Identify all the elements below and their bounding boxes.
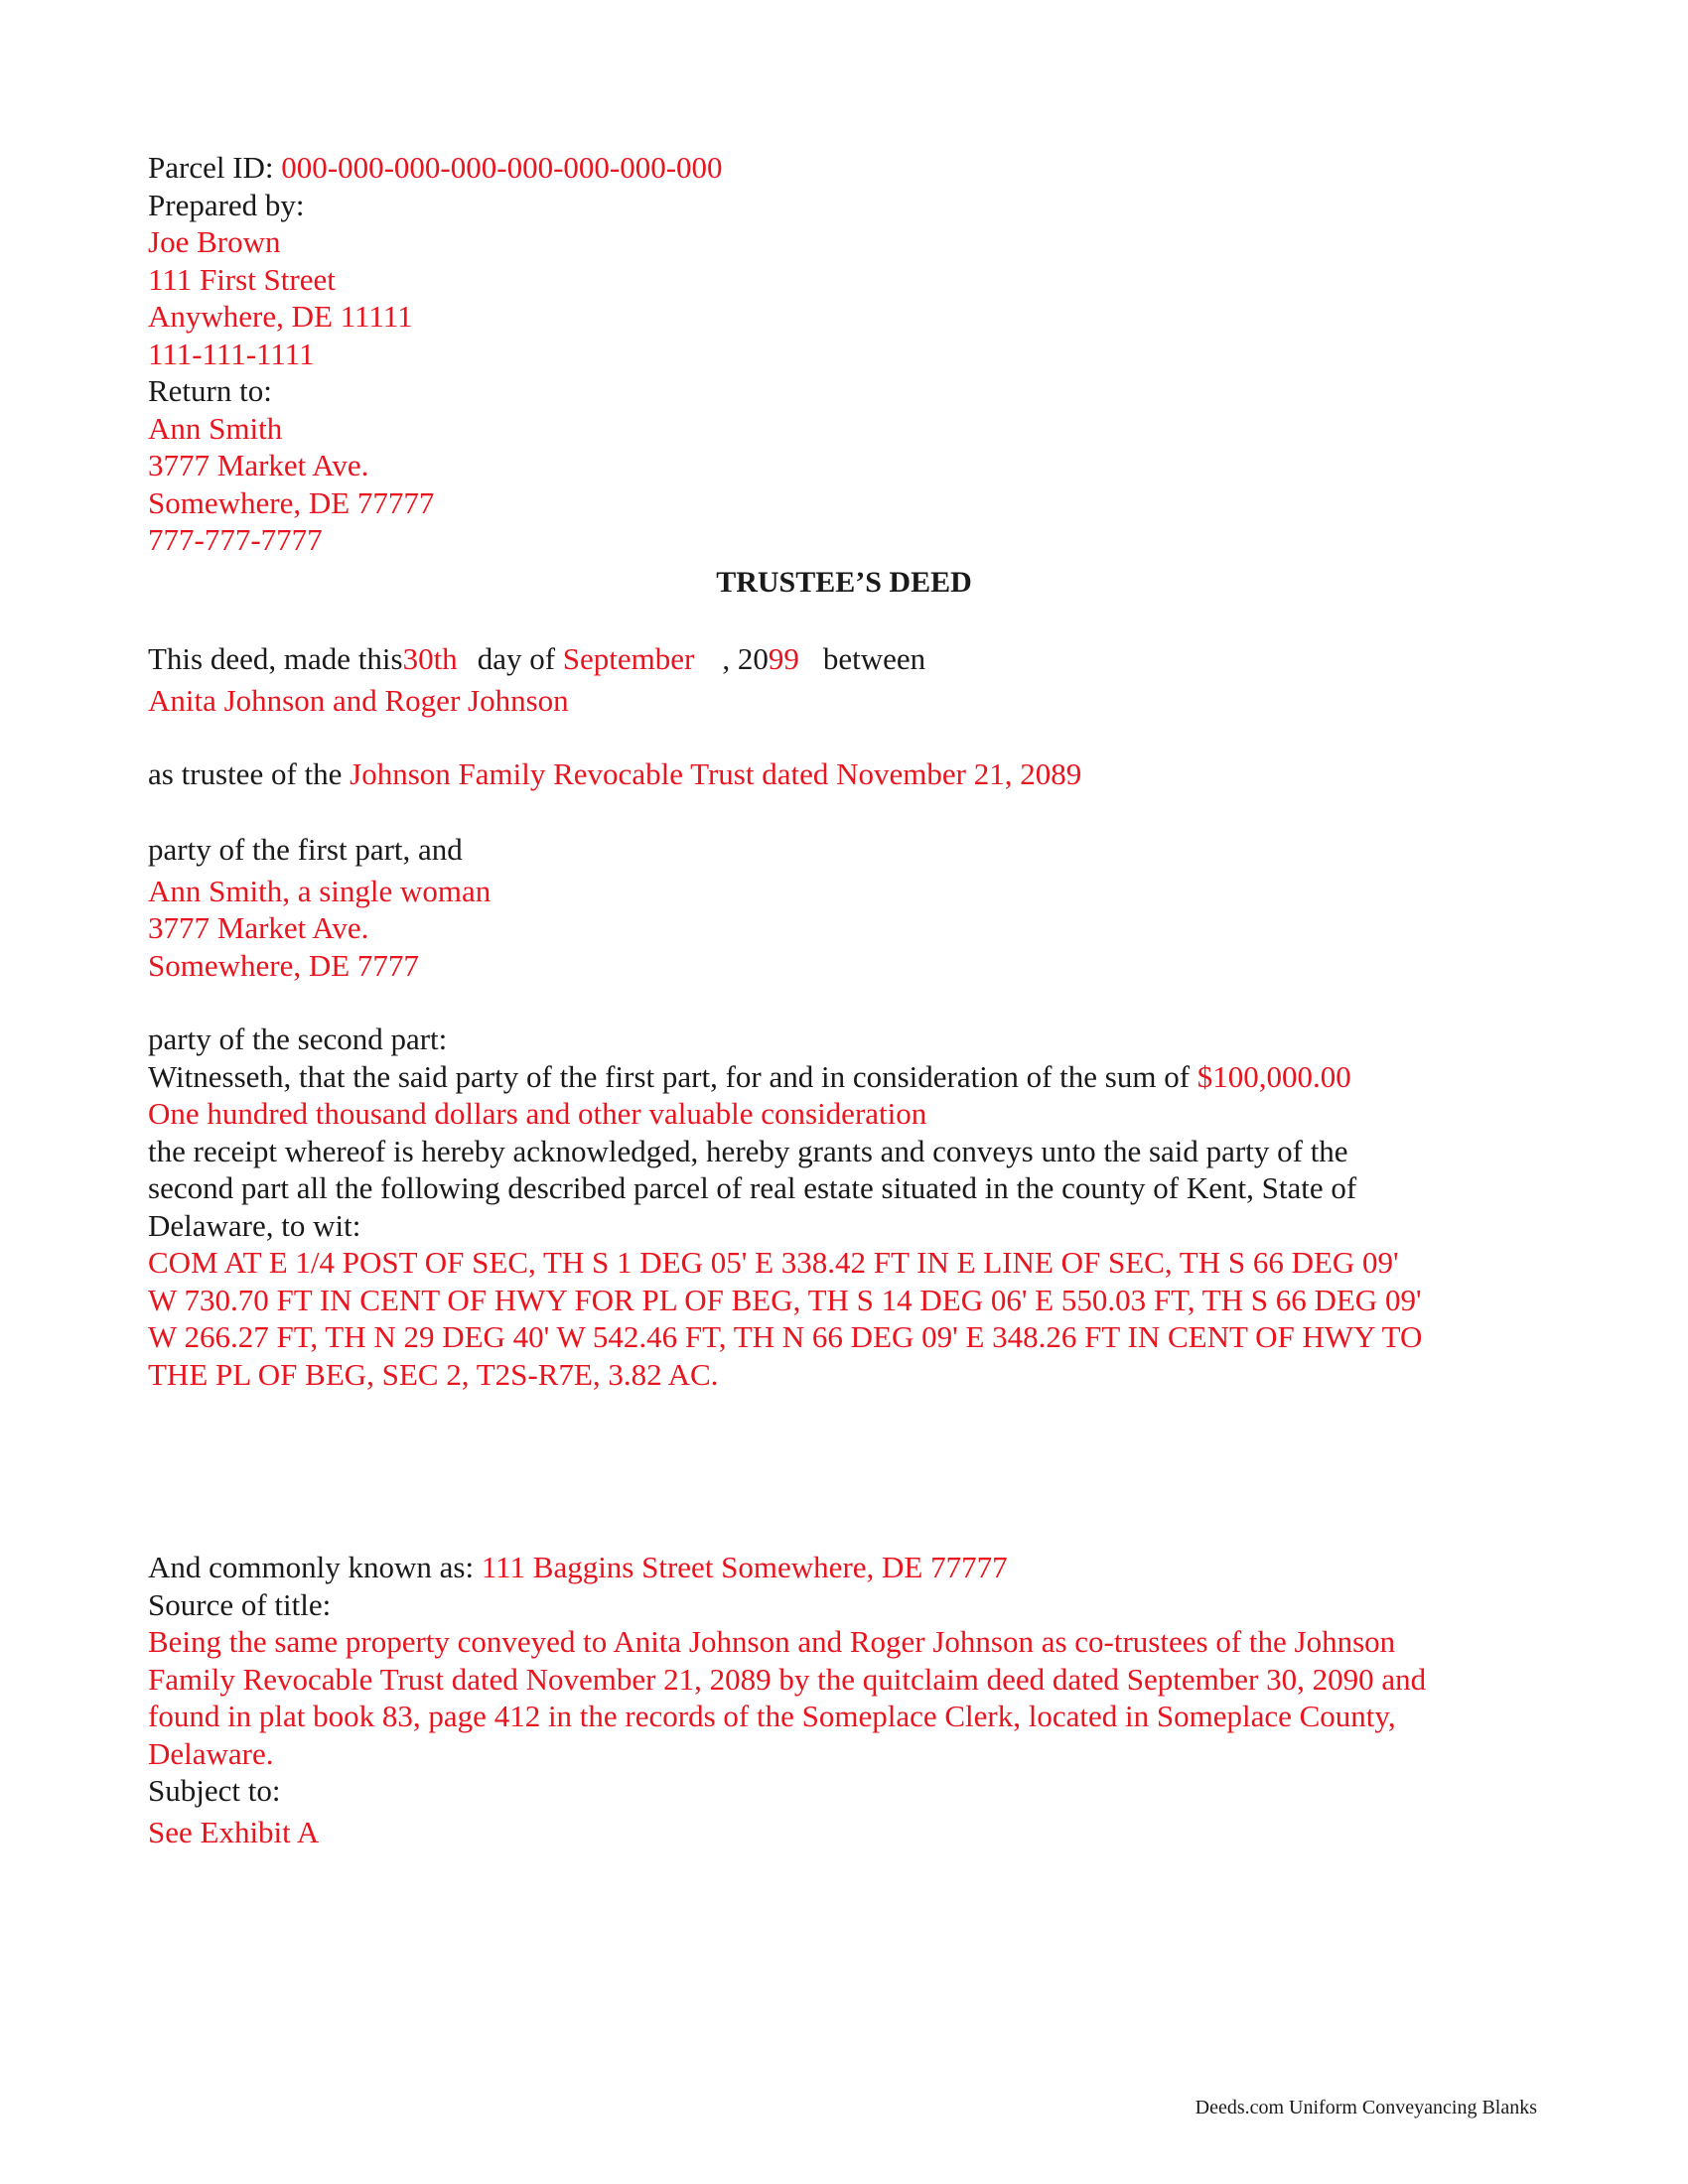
preparer-city: Anywhere, DE 11111 xyxy=(148,299,413,334)
trust-name: Johnson Family Revocable Trust dated November 21, 2089 xyxy=(350,756,1082,791)
between-label: between xyxy=(822,641,926,676)
legal-line: COM AT E 1/4 POST OF SEC, TH S 1 DEG 05' E 338.42 FT IN E LINE OF SEC, TH S 66 DEG 09' xyxy=(148,1245,1399,1280)
first-party-label: party of the first part, and xyxy=(148,832,463,867)
receipt-line: Delaware, to wit: xyxy=(148,1207,361,1243)
legal-description xyxy=(148,1244,1422,1393)
day-of-label: day of xyxy=(477,641,556,676)
prepared-label: Prepared by: xyxy=(148,187,305,222)
legal-line: W 730.70 FT IN CENT OF HWY FOR PL OF BEG, TH S 14 DEG 06' E 550.03 FT, TH S 66 DEG 09' xyxy=(148,1282,1422,1317)
known-label: And commonly known as: xyxy=(148,1550,475,1584)
deed-month: September xyxy=(562,641,695,676)
second-party-label: party of the second part: xyxy=(148,1022,448,1056)
return-label: Return to: xyxy=(148,373,272,408)
source-line: found in plat book 83, page 412 in the records of the Someplace Clerk, located in Someplace County, xyxy=(148,1699,1396,1733)
parcel-id: 000-000-000-000-000-000-000-000 xyxy=(281,150,723,185)
return-city: Somewhere, DE 77777 xyxy=(148,484,435,520)
preparer-phone: 111-111-1111 xyxy=(148,336,315,371)
amount: $100,000.00 xyxy=(1196,1058,1351,1094)
legal-line: W 266.27 FT, TH N 29 DEG 40' W 542.46 FT, TH N 66 DEG 09' E 348.26 FT IN CENT OF HWY TO xyxy=(148,1319,1423,1354)
grantee-street: 3777 Market Ave. xyxy=(148,910,369,945)
deed-day: 30th xyxy=(402,641,458,676)
source-line: Family Revocable Trust dated November 21, 2089 by the quitclaim deed dated September 30, 2090 and xyxy=(148,1661,1427,1697)
deed-title: TRUSTEE’S DEED xyxy=(716,566,972,599)
first-party-block xyxy=(148,831,491,984)
source-label: Source of title: xyxy=(148,1586,332,1622)
amount-words: One hundred thousand dollars and other valuable consideration xyxy=(148,1096,927,1131)
year-prefix: , 20 xyxy=(722,641,769,676)
source-line: Delaware. xyxy=(148,1735,274,1771)
return-street: 3777 Market Ave. xyxy=(148,448,369,482)
receipt-line: the receipt whereof is hereby acknowledged, hereby grants and conveys unto the said party of the xyxy=(148,1133,1348,1168)
source-line: Being the same property conveyed to Anita Johnson and Roger Johnson as co-trustees of the Johnson xyxy=(148,1624,1396,1659)
subject-label: Subject to: xyxy=(148,1773,281,1808)
made-prefix: This deed, made this xyxy=(148,641,403,676)
grantee-city: Somewhere, DE 7777 xyxy=(148,947,419,983)
legal-line: THE PL OF BEG, SEC 2, T2S-R7E, 3.82 AC. xyxy=(148,1356,719,1392)
header-block xyxy=(148,149,723,559)
preparer-name: Joe Brown xyxy=(148,224,281,259)
parcel-label: Parcel ID: xyxy=(148,150,274,185)
trustee-prefix: as trustee of the xyxy=(148,756,343,791)
property-block xyxy=(148,1549,1426,1850)
return-phone: 777-777-7777 xyxy=(148,522,323,557)
return-name: Ann Smith xyxy=(148,410,283,446)
parcel-line xyxy=(148,149,723,187)
grantee-name: Ann Smith, a single woman xyxy=(148,873,492,908)
trustee-line xyxy=(148,755,1081,793)
subject-to: See Exhibit A xyxy=(148,1814,320,1849)
grantors: Anita Johnson and Roger Johnson xyxy=(148,682,569,718)
preparer-street: 111 First Street xyxy=(148,261,336,297)
receipt-line: second part all the following described parcel of real estate situated in the county of Kent, State of xyxy=(148,1170,1357,1205)
footer-text: Deeds.com Uniform Conveyancing Blanks xyxy=(1195,2097,1537,2118)
date-line xyxy=(148,640,925,719)
known-as: 111 Baggins Street Somewhere, DE 77777 xyxy=(481,1550,1008,1584)
consideration-block xyxy=(148,1021,1356,1244)
year-suffix: 99 xyxy=(768,641,799,676)
witness-text: Witnesseth, that the said party of the first part, for and in consideration of the sum of xyxy=(148,1058,1191,1094)
